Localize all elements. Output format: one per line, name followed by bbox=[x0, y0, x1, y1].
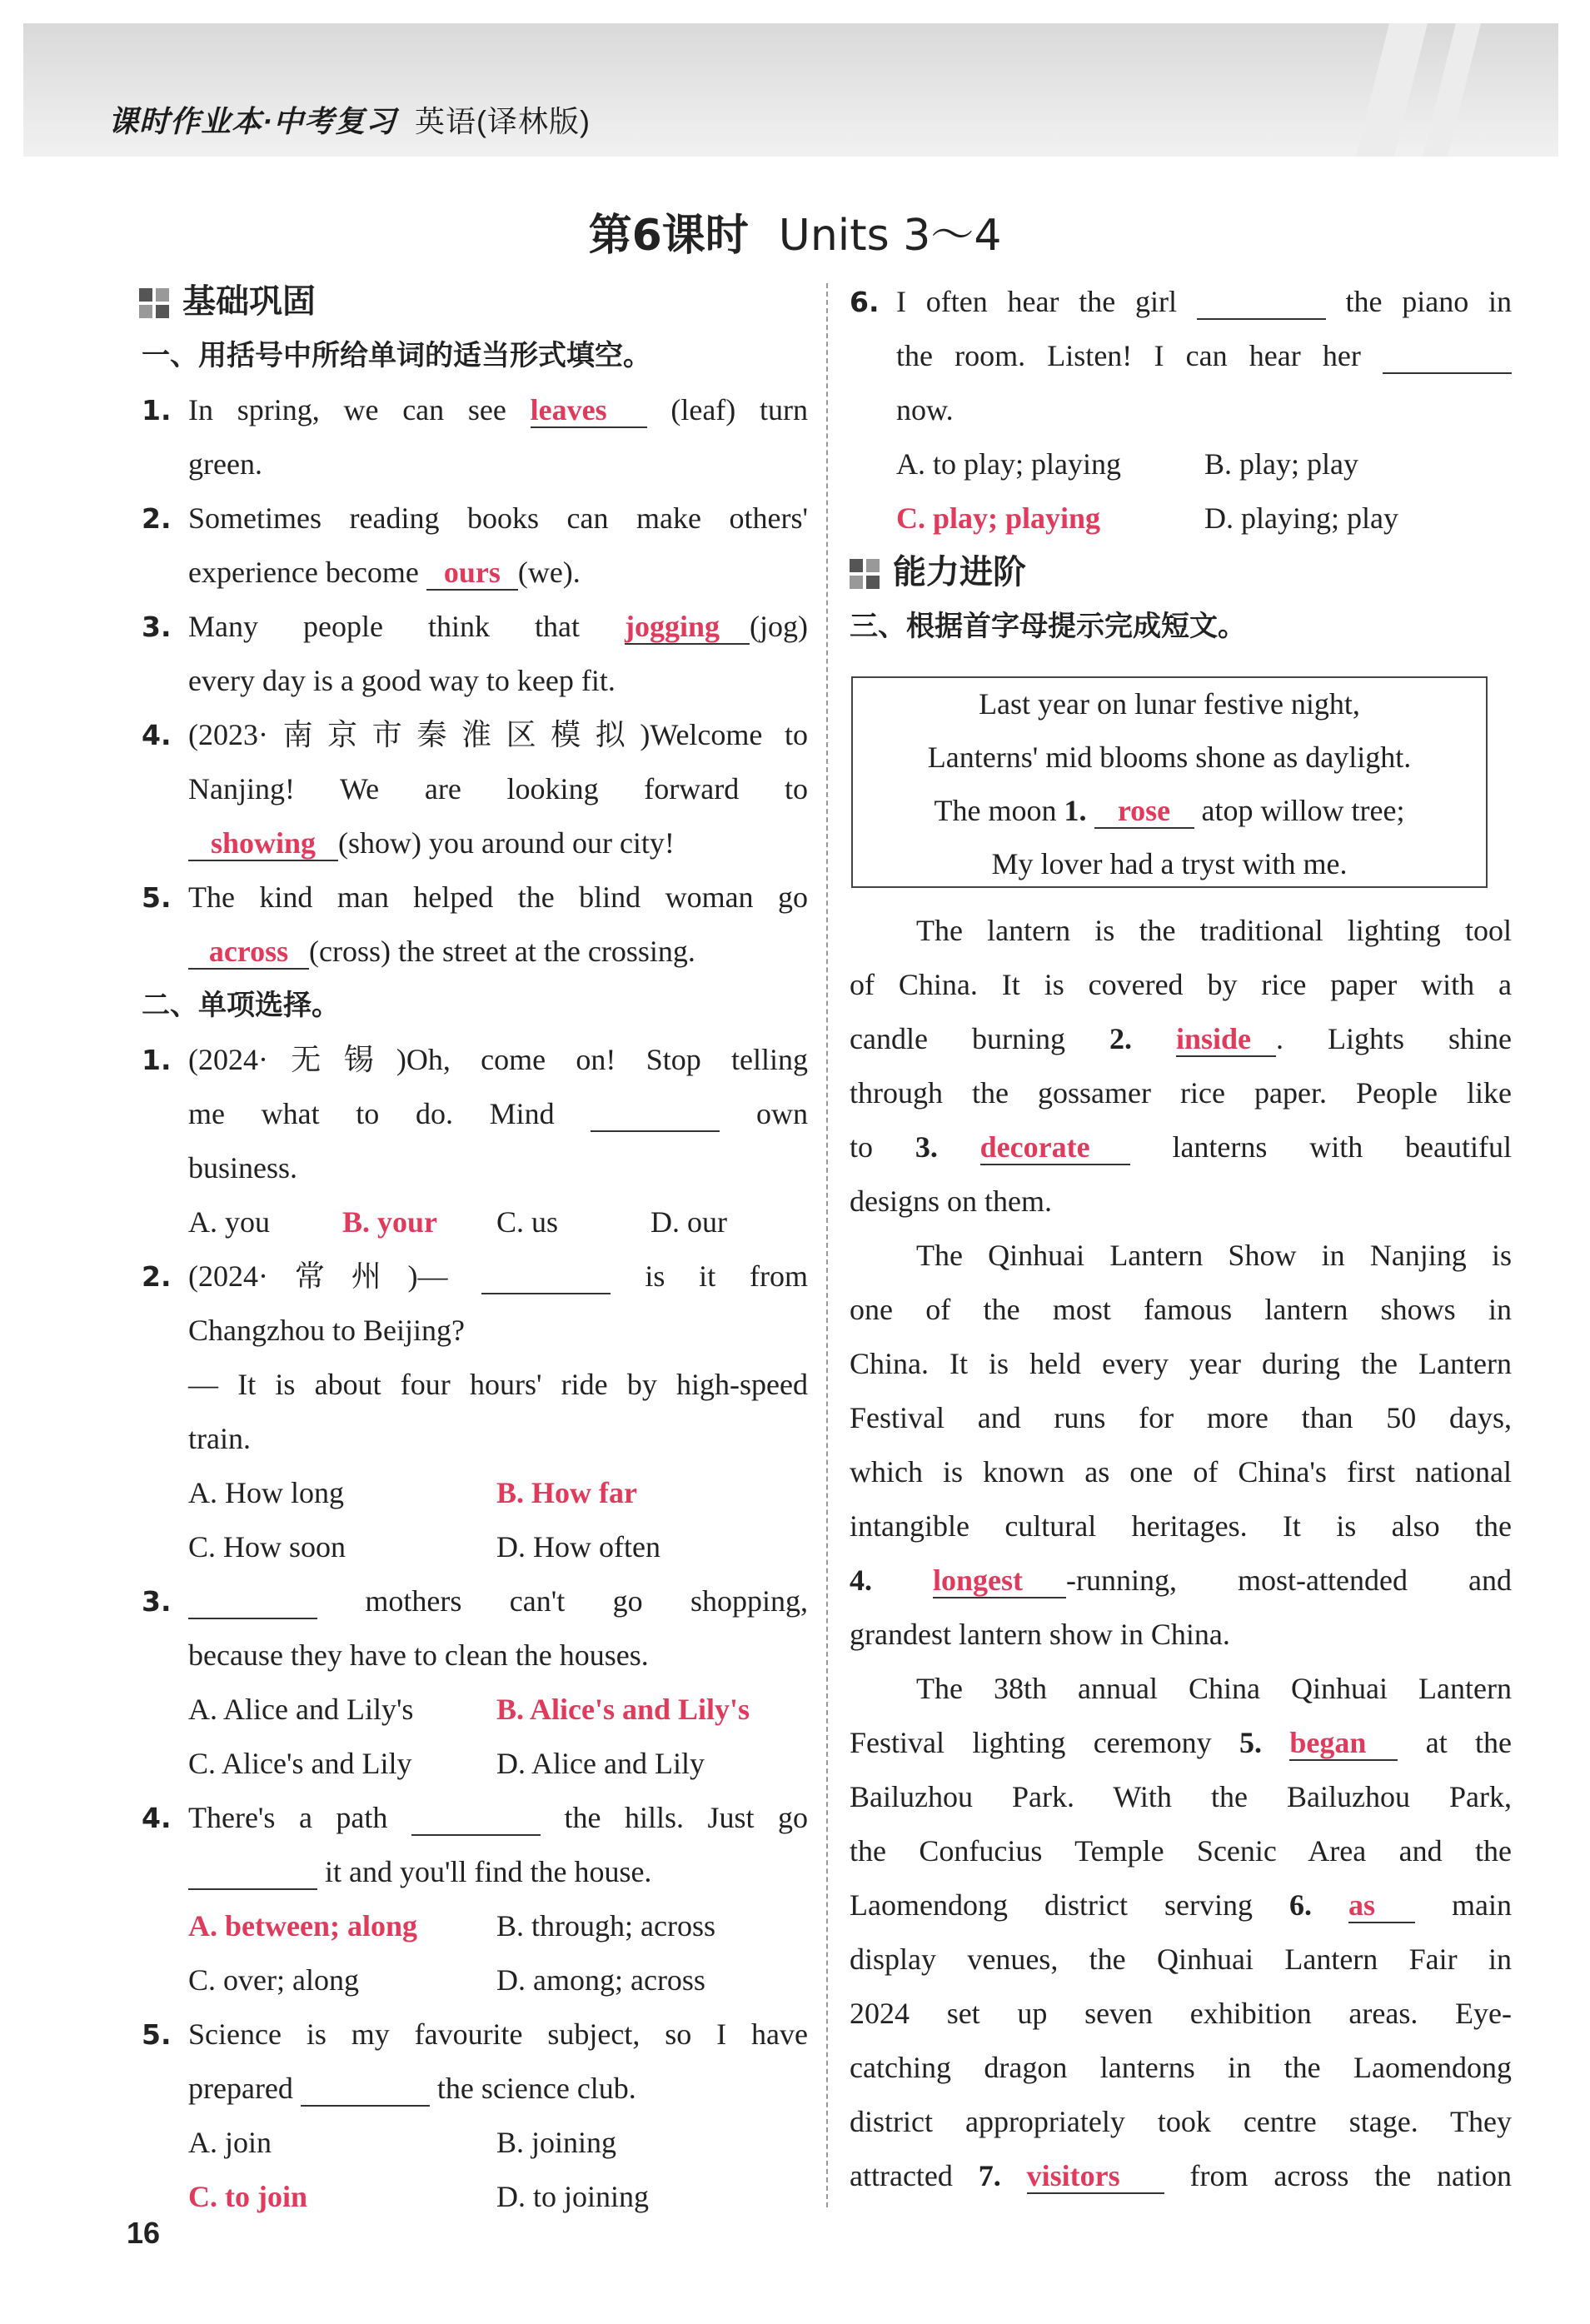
passage-line: 2024 set up seven exhibition areas. Eye- bbox=[850, 1997, 1512, 2030]
passage-line: of China. It is covered by rice paper with a bbox=[850, 968, 1512, 1001]
question: 4. (2023·南京市秦淮区模拟)Welcome to bbox=[142, 718, 808, 751]
poem-box bbox=[851, 676, 1488, 888]
answer: across bbox=[208, 935, 289, 968]
passage-line: which is known as one of China's first national bbox=[850, 1455, 1512, 1489]
passage-line: The Qinhuai Lantern Show in Nanjing is bbox=[916, 1239, 1512, 1272]
passage-line: display venues, the Qinhuai Lantern Fair in bbox=[850, 1942, 1512, 1976]
page-title: 第6课时 Units 3～4 bbox=[588, 211, 1002, 261]
section-heading: 能力进阶 bbox=[850, 546, 1512, 600]
passage-line: catching dragon lanterns in the Laomendong bbox=[850, 2051, 1512, 2084]
passage bbox=[850, 904, 1512, 2203]
passage-line: The 38th annual China Qinhuai Lantern bbox=[916, 1672, 1512, 1705]
question-cont: me what to do. Mind own bbox=[188, 1097, 808, 1130]
question-cont: — It is about four hours' ride by high-speed bbox=[188, 1368, 808, 1401]
question-cont: green. bbox=[188, 447, 262, 481]
question-cont: showing (show) you around our city! bbox=[142, 816, 808, 870]
passage-line: Laomendong district serving 6. as main bbox=[850, 1888, 1513, 1922]
passage-line: the Confucius Temple Scenic Area and the bbox=[850, 1834, 1512, 1868]
passage-line: to 3. decorate lanterns with beautiful bbox=[850, 1130, 1512, 1164]
answer: jogging bbox=[625, 610, 720, 643]
options: A. join B. joining bbox=[188, 2126, 617, 2159]
question-cont: Changzhou to Beijing? bbox=[188, 1314, 465, 1347]
question-cont: experience become ours (we). bbox=[188, 556, 581, 589]
poem-line: My lover had a tryst with me. bbox=[991, 847, 1348, 880]
passage-line: one of the most famous lantern shows in bbox=[850, 1293, 1512, 1326]
question-cont: prepared the science club. bbox=[188, 2072, 636, 2105]
question-cont: every day is a good way to keep fit. bbox=[188, 664, 616, 697]
question: 4. There's a path the hills. Just go bbox=[142, 1801, 809, 1834]
question: 2. (2024·常州)— is it from bbox=[142, 1259, 809, 1293]
question: 2. Sometimes reading books can make others' bbox=[142, 501, 808, 535]
part3-heading: 三、根据首字母提示完成短文。 bbox=[850, 610, 1246, 643]
answer: as bbox=[1348, 1888, 1376, 1922]
passage-line: district appropriately took centre stage. They bbox=[850, 2105, 1512, 2138]
question-cont: Nanjing! We are looking forward to bbox=[188, 772, 808, 805]
options: A. How long B. How far bbox=[188, 1476, 637, 1509]
poem-line: The moon 1. rose atop willow tree; bbox=[934, 794, 1405, 827]
options: A. between; along B. through; across bbox=[188, 1909, 715, 1942]
left-column bbox=[142, 275, 808, 2224]
section-heading: 基础巩固 bbox=[139, 275, 808, 329]
passage-line: The lantern is the traditional lighting tool bbox=[916, 914, 1512, 947]
question: 5. Science is my favourite subject, so I have bbox=[142, 2017, 808, 2051]
passage-line: grandest lantern show in China. bbox=[850, 1618, 1230, 1651]
page-header bbox=[23, 23, 1558, 157]
question-cont: the room. Listen! I can hear her bbox=[850, 329, 1512, 383]
options: C. How soon D. How often bbox=[188, 1530, 660, 1563]
answer: rose bbox=[1117, 794, 1171, 827]
question: 6. I often hear the girl the piano in bbox=[850, 285, 1513, 318]
passage-line: through the gossamer rice paper. People like bbox=[850, 1076, 1512, 1110]
answer: showing bbox=[210, 826, 317, 860]
passage-line: China. It is held every year during the Lantern bbox=[850, 1347, 1512, 1380]
question: 5. The kind man helped the blind woman go bbox=[142, 880, 808, 914]
poem-line: Last year on lunar festive night, bbox=[979, 687, 1360, 721]
passage-line: Festival and runs for more than 50 days, bbox=[850, 1401, 1512, 1434]
passage-line: attracted 7. visitors from across the nation bbox=[850, 2159, 1513, 2192]
section-icon bbox=[850, 559, 883, 589]
passage-line: intangible cultural heritages. It is also the bbox=[850, 1509, 1512, 1543]
options: C. play; playing D. playing; play bbox=[896, 501, 1398, 535]
question: 3. mothers can't go shopping, bbox=[142, 1584, 808, 1618]
passage-line: Bailuzhou Park. With the Bailuzhou Park, bbox=[850, 1780, 1512, 1813]
part2-heading: 二、单项选择。 bbox=[142, 989, 340, 1022]
header-title: 课时作业本·中考复习 英语(译林版) bbox=[108, 104, 591, 138]
options: C. over; along D. among; across bbox=[188, 1963, 705, 1997]
options: A. to play; playing B. play; play bbox=[896, 447, 1358, 481]
options: C. Alice's and Lily D. Alice and Lily bbox=[188, 1747, 705, 1780]
question-cont: train. bbox=[188, 1422, 251, 1455]
answer: ours bbox=[443, 556, 501, 589]
options: C. to join D. to joining bbox=[188, 2180, 650, 2213]
passage-line: 4. longest -running, most-attended and bbox=[850, 1563, 1512, 1597]
answer: visitors bbox=[1026, 2159, 1120, 2192]
question-cont: business. bbox=[188, 1151, 298, 1184]
question: 1. In spring, we can see leaves (leaf) turn bbox=[142, 393, 809, 426]
header-decor bbox=[1356, 23, 1428, 157]
answer: longest bbox=[933, 1563, 1024, 1597]
question-cont: across (cross) the street at the crossing. bbox=[142, 925, 808, 979]
answer: leaves bbox=[530, 393, 607, 426]
passage-line: candle burning 2. inside . Lights shine bbox=[850, 1022, 1513, 1055]
answer: began bbox=[1289, 1726, 1367, 1759]
page-number: 16 bbox=[127, 2216, 161, 2250]
question-cont: because they have to clean the houses. bbox=[188, 1638, 649, 1672]
poem-line: Lanterns' mid blooms shone as daylight. bbox=[927, 741, 1412, 774]
answer: inside bbox=[1175, 1022, 1252, 1055]
question: 3. Many people think that jogging (jog) bbox=[142, 610, 809, 643]
question: 1. (2024·无锡)Oh, come on! Stop telling bbox=[142, 1043, 808, 1076]
options: A. you B. your C. us D. our bbox=[188, 1205, 727, 1239]
header-decor bbox=[1423, 23, 1481, 157]
part1-heading: 一、用括号中所给单词的适当形式填空。 bbox=[142, 339, 651, 372]
right-column bbox=[850, 275, 1512, 654]
question-cont: it and you'll find the house. bbox=[142, 1845, 808, 1899]
answer: decorate bbox=[979, 1130, 1090, 1164]
options: A. Alice and Lily's B. Alice's and Lily's bbox=[188, 1693, 750, 1726]
column-divider bbox=[826, 283, 828, 2207]
section-icon bbox=[139, 288, 172, 318]
question-cont: now. bbox=[896, 393, 954, 426]
passage-line: Festival lighting ceremony 5. began at the bbox=[850, 1726, 1513, 1759]
passage-line: designs on them. bbox=[850, 1184, 1052, 1218]
